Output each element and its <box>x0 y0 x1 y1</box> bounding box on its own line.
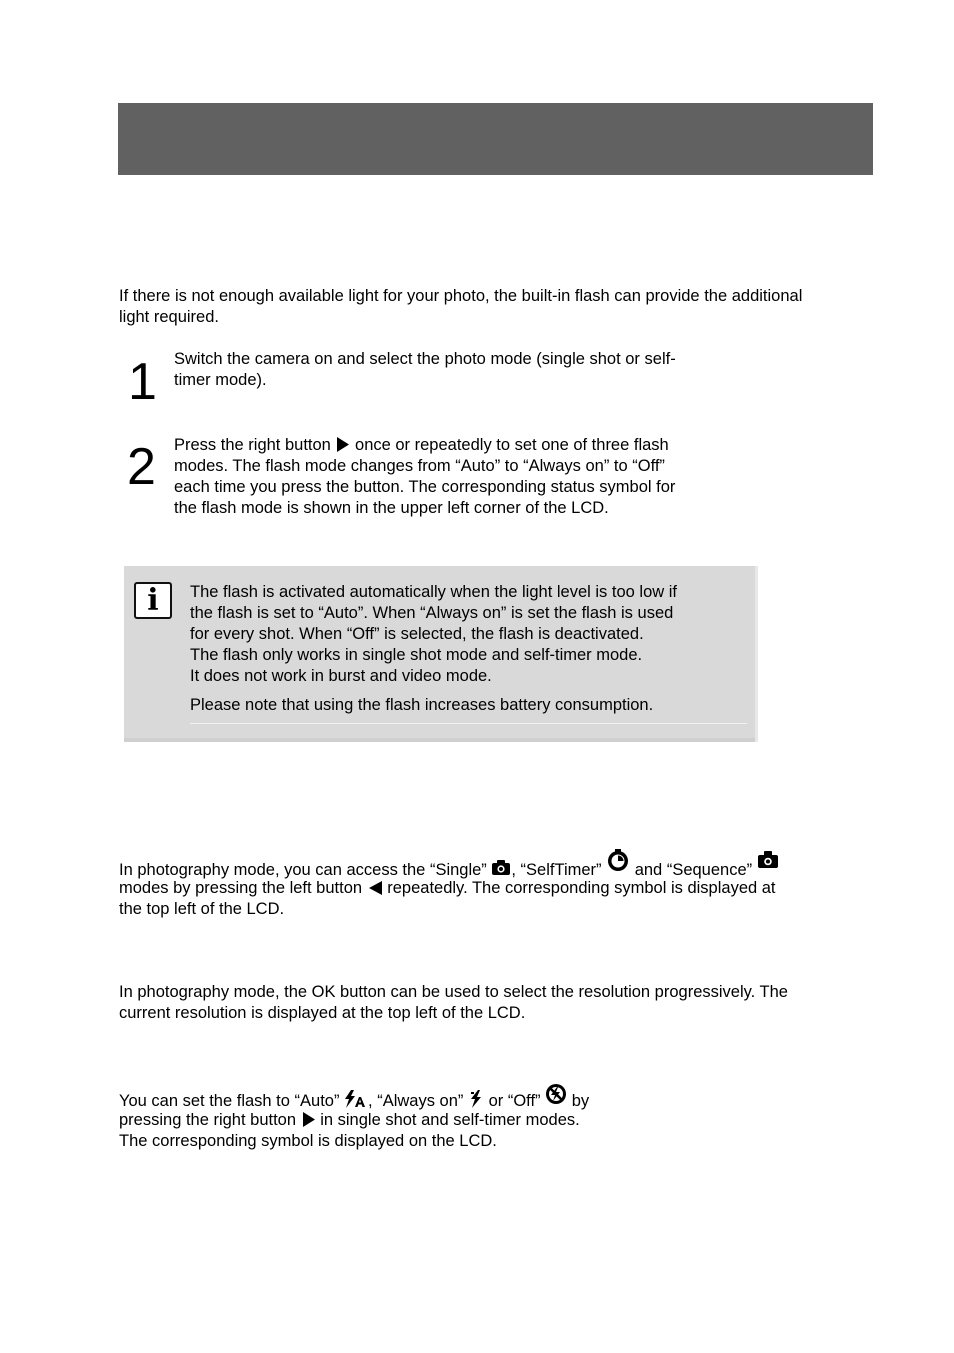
step-line: modes. The flash mode changes from “Auto” to “Always on” to “Off” <box>174 457 665 475</box>
modes-line <box>119 849 779 878</box>
note-text <box>190 582 677 687</box>
intro-line: light required. <box>119 308 219 326</box>
right-arrow-icon <box>301 1111 316 1128</box>
camera-icon <box>491 859 511 876</box>
modes-text: and “Sequence” <box>630 861 757 879</box>
flash-text: or “Off” <box>483 1092 546 1110</box>
flash-text: , “Always on” <box>368 1092 468 1110</box>
step-number: 2 <box>127 438 156 496</box>
step-line: the flash mode is shown in the upper left corner of the LCD. <box>174 499 609 517</box>
note-line: The flash only works in single shot mode and self-timer mode. <box>190 646 643 664</box>
flash-on-icon <box>468 1089 484 1109</box>
modes-line <box>119 878 779 899</box>
note-line: for every shot. When “Off” is selected, the flash is deactivated. <box>190 625 644 643</box>
flash-text: You can set the flash to “Auto” <box>119 1092 345 1110</box>
modes-text: , “SelfTimer” <box>511 861 607 879</box>
step-line: Switch the camera on and select the photo mode (single shot or self- <box>174 350 676 368</box>
modes-text: modes by pressing the left button <box>119 879 367 897</box>
note-box-edge <box>124 738 758 742</box>
note-line: It does not work in burst and video mode. <box>190 667 492 685</box>
step-text: once or repeatedly to set one of three flash <box>350 436 669 454</box>
resolution-line: In photography mode, the OK button can be used to select the resolution progressively. The <box>119 983 788 1001</box>
section-header-bar <box>118 103 873 175</box>
left-arrow-icon <box>367 880 383 896</box>
step-line: each time you press the button. The corresponding status symbol for <box>174 478 676 496</box>
flash-text: in single shot and self-timer modes. <box>315 1111 580 1129</box>
step-2-text <box>174 435 675 519</box>
step-line <box>174 435 675 456</box>
intro-paragraph <box>119 286 802 328</box>
step-number: 1 <box>128 353 157 411</box>
note-battery-line: Please note that using the flash increases battery consumption. <box>190 696 654 714</box>
step-1-text <box>174 349 676 391</box>
modes-line: the top left of the LCD. <box>119 900 285 918</box>
flash-paragraph <box>119 1083 589 1152</box>
step-line: timer mode). <box>174 371 267 389</box>
modes-text: In photography mode, you can access the “Single” <box>119 861 492 879</box>
flash-text: pressing the right button <box>119 1111 301 1129</box>
note-box-edge <box>755 566 758 742</box>
right-arrow-icon <box>335 436 350 453</box>
note-line: the flash is set to “Auto”. When “Always on” is set the flash is used <box>190 604 674 622</box>
step-text: Press the right button <box>174 436 336 454</box>
note-divider <box>190 723 747 724</box>
flash-auto-icon <box>344 1089 368 1109</box>
info-icon: i <box>134 582 172 619</box>
modes-text: repeatedly. The corresponding symbol is displayed at <box>382 879 776 897</box>
resolution-paragraph <box>119 982 788 1024</box>
flash-line <box>119 1083 589 1110</box>
self-timer-icon <box>606 849 630 872</box>
flash-off-icon <box>545 1083 567 1105</box>
flash-line <box>119 1110 589 1131</box>
resolution-line: current resolution is displayed at the top left of the LCD. <box>119 1004 526 1022</box>
flash-line: The corresponding symbol is displayed on the LCD. <box>119 1132 497 1150</box>
sequence-camera-icon <box>757 850 779 869</box>
modes-paragraph <box>119 849 779 920</box>
note-line: The flash is activated automatically when the light level is too low if <box>190 583 677 601</box>
intro-line: If there is not enough available light for your photo, the built-in flash can provide the additional <box>119 287 803 305</box>
flash-text: by <box>567 1092 590 1110</box>
